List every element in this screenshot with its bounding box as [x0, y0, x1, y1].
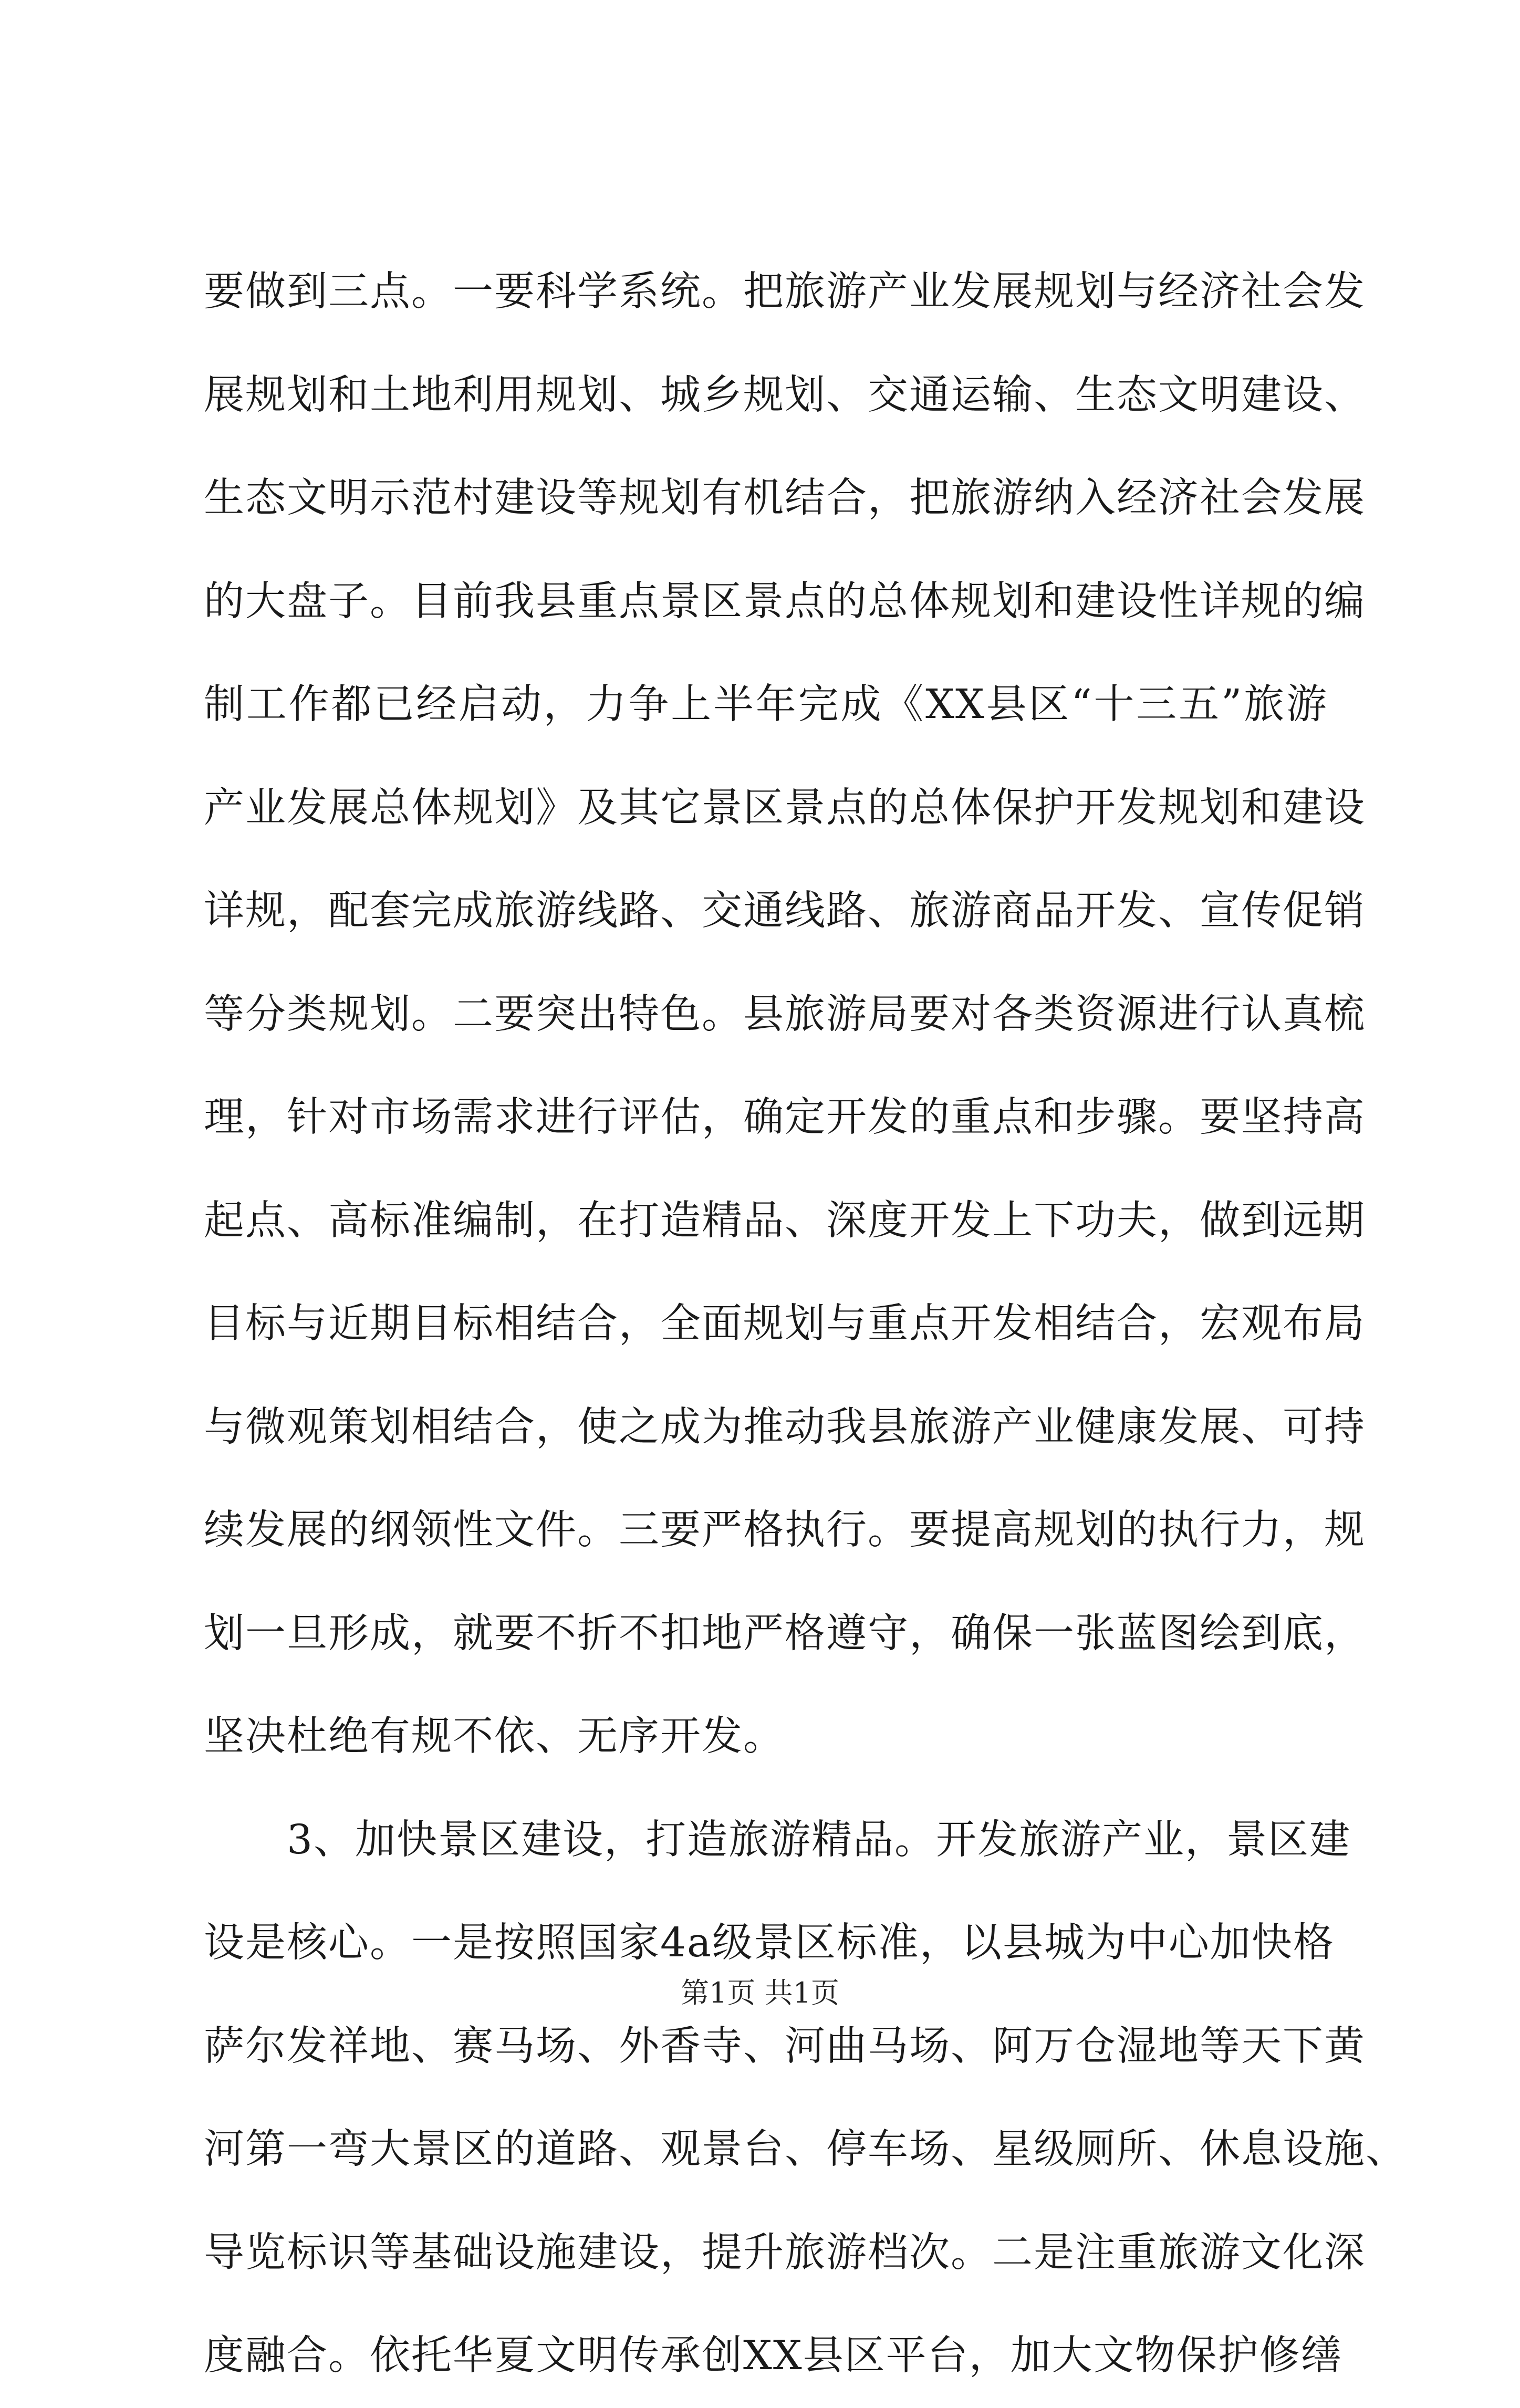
body-text [204, 241, 1407, 2408]
text-line: 生态文明示范村建设等规划有机结合，把旅游纳入经济社会发展 [204, 475, 1366, 522]
text-line: 坚决杜绝有规不依、无序开发。 [204, 1713, 785, 1760]
text-line: 的大盘子。目前我县重点景区景点的总体规划和建设性详规的编 [204, 578, 1366, 625]
text-line: 等分类规划。二要突出特色。县旅游局要对各类资源进行认真梳 [204, 991, 1366, 1038]
text-line: 3、加快景区建设，打造旅游精品。开发旅游产业，景区建 [204, 1816, 1351, 1863]
text-line: 展规划和土地利用规划、城乡规划、交通运输、生态文明建设、 [204, 371, 1366, 419]
text-line: 理，针对市场需求进行评估，确定开发的重点和步骤。要坚持高 [204, 1094, 1366, 1141]
text-line: 产业发展总体规划》及其它景区景点的总体保护开发规划和建设 [204, 784, 1366, 831]
text-line: 设是核心。一是按照国家4a级景区标准，以县城为中心加快格 [204, 1920, 1335, 1966]
text-line: 目标与近期目标相结合，全面规划与重点开发相结合，宏观布局 [204, 1300, 1366, 1347]
page-number-footer: 第1页 共1页 [681, 1976, 839, 2009]
text-line: 河第一弯大景区的道路、观景台、停车场、星级厕所、休息设施、 [204, 2126, 1407, 2173]
text-line: 与微观策划相结合，使之成为推动我县旅游产业健康发展、可持 [204, 1403, 1366, 1451]
text-line: 详规，配套完成旅游线路、交通线路、旅游商品开发、宣传促销 [204, 888, 1366, 934]
text-line: 续发展的纲领性文件。三要严格执行。要提高规划的执行力，规 [204, 1507, 1366, 1554]
text-line: 起点、高标准编制，在打造精品、深度开发上下功夫，做到远期 [204, 1197, 1366, 1244]
text-line: 萨尔发祥地、赛马场、外香寺、河曲马场、阿万仓湿地等天下黄 [204, 2023, 1366, 2070]
text-line: 度融合。依托华夏文明传承创XX县区平台，加大文物保护修缮 [204, 2332, 1342, 2379]
text-line: 划一旦形成，就要不折不扣地严格遵守，确保一张蓝图绘到底， [204, 1610, 1366, 1657]
text-line: 制工作都已经启动，力争上半年完成《XX县区“十三五”旅游 [204, 681, 1328, 728]
text-line: 导览标识等基础设施建设，提升旅游档次。二是注重旅游文化深 [204, 2229, 1366, 2276]
text-line: 要做到三点。一要科学系统。把旅游产业发展规划与经济社会发 [204, 268, 1366, 315]
